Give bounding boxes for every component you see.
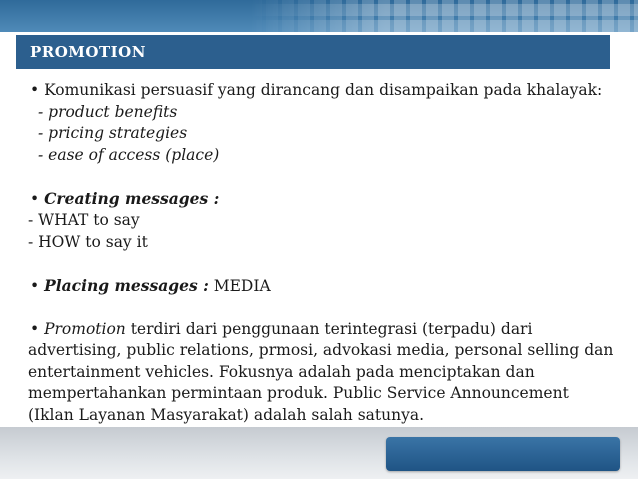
bullet-mark: • (30, 319, 45, 338)
list-item-what-to-say: - WHAT to say (28, 211, 140, 229)
spacer (28, 297, 613, 319)
promotion-term: Promotion (44, 319, 126, 338)
bullet-mark: • (30, 276, 45, 295)
paragraph-line: (Iklan Layanan Masyarakat) adalah salah satunya. (28, 405, 425, 424)
spacer (28, 166, 613, 188)
list-item-product-benefits: - product benefits (38, 102, 178, 121)
slide-title-bar (16, 35, 610, 69)
footer-button[interactable] (386, 437, 620, 471)
bullet-value: MEDIA (208, 276, 271, 295)
slide-title: PROMOTION (30, 43, 146, 61)
bullet-promotion-paragraph (28, 319, 613, 427)
list-item-pricing-strategies: - pricing strategies (38, 124, 188, 142)
bullet-placing-messages (28, 275, 613, 298)
paragraph-line (28, 319, 613, 341)
bullet-creating-messages (28, 188, 613, 211)
list-item-ease-of-access: - ease of access (place) (38, 145, 220, 164)
list-item-how-to-say: - HOW to say it (28, 232, 148, 251)
bullet-komunikasi: • Komunikasi persuasif yang dirancang dan disampaikan pada khalayak: (30, 81, 603, 99)
banner-tile-pattern (250, 0, 638, 32)
header-banner (0, 0, 638, 32)
paragraph-line-text: terdiri dari penggunaan terintegrasi (terpadu) dari (125, 319, 533, 338)
bullet-mark: • (30, 189, 45, 208)
paragraph-line: mempertahankan permintaan produk. Public Service Announcement (28, 384, 569, 402)
bullet-label: Creating messages : (44, 188, 220, 208)
paragraph-line: entertainment vehicles. Fokusnya adalah pada menciptakan dan (28, 362, 535, 381)
bullet-label: Placing messages : (44, 275, 209, 295)
slide-body (28, 80, 613, 426)
spacer (28, 253, 613, 275)
paragraph-line: advertising, public relations, prmosi, advokasi media, personal selling dan (28, 341, 614, 359)
